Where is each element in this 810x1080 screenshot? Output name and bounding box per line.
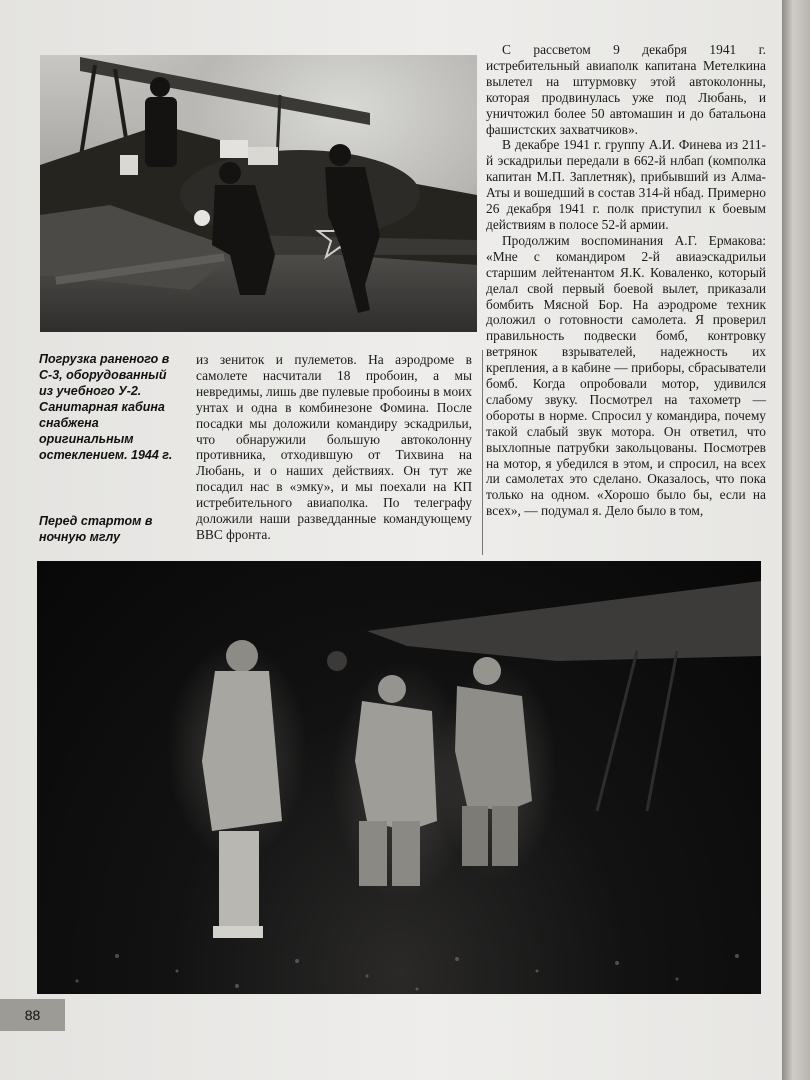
paragraph: Продолжим воспоминания А.Г. Ермакова: «Мне с командиром 2-й авиаэскадрильи старшим лейтенантом Я.К. Коваленко, который делал свой первый боевой вылет, приказали бомбить Мясной Бор. На аэродроме техник доложил о готовности самолета. Я проверил правильность подвески бомб, контровку ветрянок взрывателей, надежность их крепления, а в кабине — приборы, сбрасыватели бомб. Когда опробовали мотор, удивился слабому звуку. Посмотрел на тахометр — обороты в норме. Спросил у командира, почему такой слабый звук мотора. Он ответил, что выхлопные патрубки закольцованы. Посмотрев на мотор, я убедился в этом, и спросил, на всех ли самолетах это сделано. Оказалось, что пока только на одном. «Хорошо было бы, если на всех», — подумал я. Дело было в том, bbox=[486, 232, 766, 519]
night-scene bbox=[37, 561, 761, 994]
caption-top-photo: Погрузка раненого в С-3, оборудованный из учебного У-2. Санитарная кабина снабжена оригинальным остеклением. 1944 г. bbox=[39, 352, 173, 462]
text-column-right bbox=[486, 42, 766, 519]
paragraph: из зениток и пулеметов. На аэродроме в самолете насчитали 18 пробоин, а мы невредимы, лишь две пулевые пробоины в моих унтах и одна в комбинезоне Фомина. После посадки мы доложили командиру эскадрильи, что обнаружили большую автоколонну противника, отходившую от Тихвина на Любань, и о наших действиях. Он тут же посадил нас в «эмку», и мы поехали на КП истребительного авиаполка. По телеграфу доложили наши разведданные командующему ВВС фронта. bbox=[196, 352, 472, 542]
text-column-middle bbox=[196, 352, 472, 543]
column-divider bbox=[482, 350, 483, 555]
aircraft-scene bbox=[40, 55, 477, 332]
book-page-edge bbox=[782, 0, 810, 1080]
photo-night-pilots bbox=[37, 561, 761, 994]
photo-aircraft-loading bbox=[40, 55, 477, 332]
paragraph: С рассветом 9 декабря 1941 г. истребительный авиаполк капитана Метелкина вылетел на штурмовку этой автоколонны, которая продвинулась уже под Любань, и уничтожил более 50 автомашин и до батальона фашистских захватчиков». bbox=[486, 42, 766, 137]
caption-bottom-photo: Перед стартом в ночную мглу bbox=[39, 514, 153, 544]
page-number: 88 bbox=[0, 999, 65, 1031]
paragraph: В декабре 1941 г. группу А.И. Финева из 211-й эскадрильи передали в 662-й нлбап (комполка капитан М.П. Заплетняк), прибывший из Алма-Аты и вошедший в состав 314-й нбад. Примерно 26 декабря 1941 г. полк приступил к боевым действиям в полосе 52-й армии. bbox=[486, 137, 766, 232]
